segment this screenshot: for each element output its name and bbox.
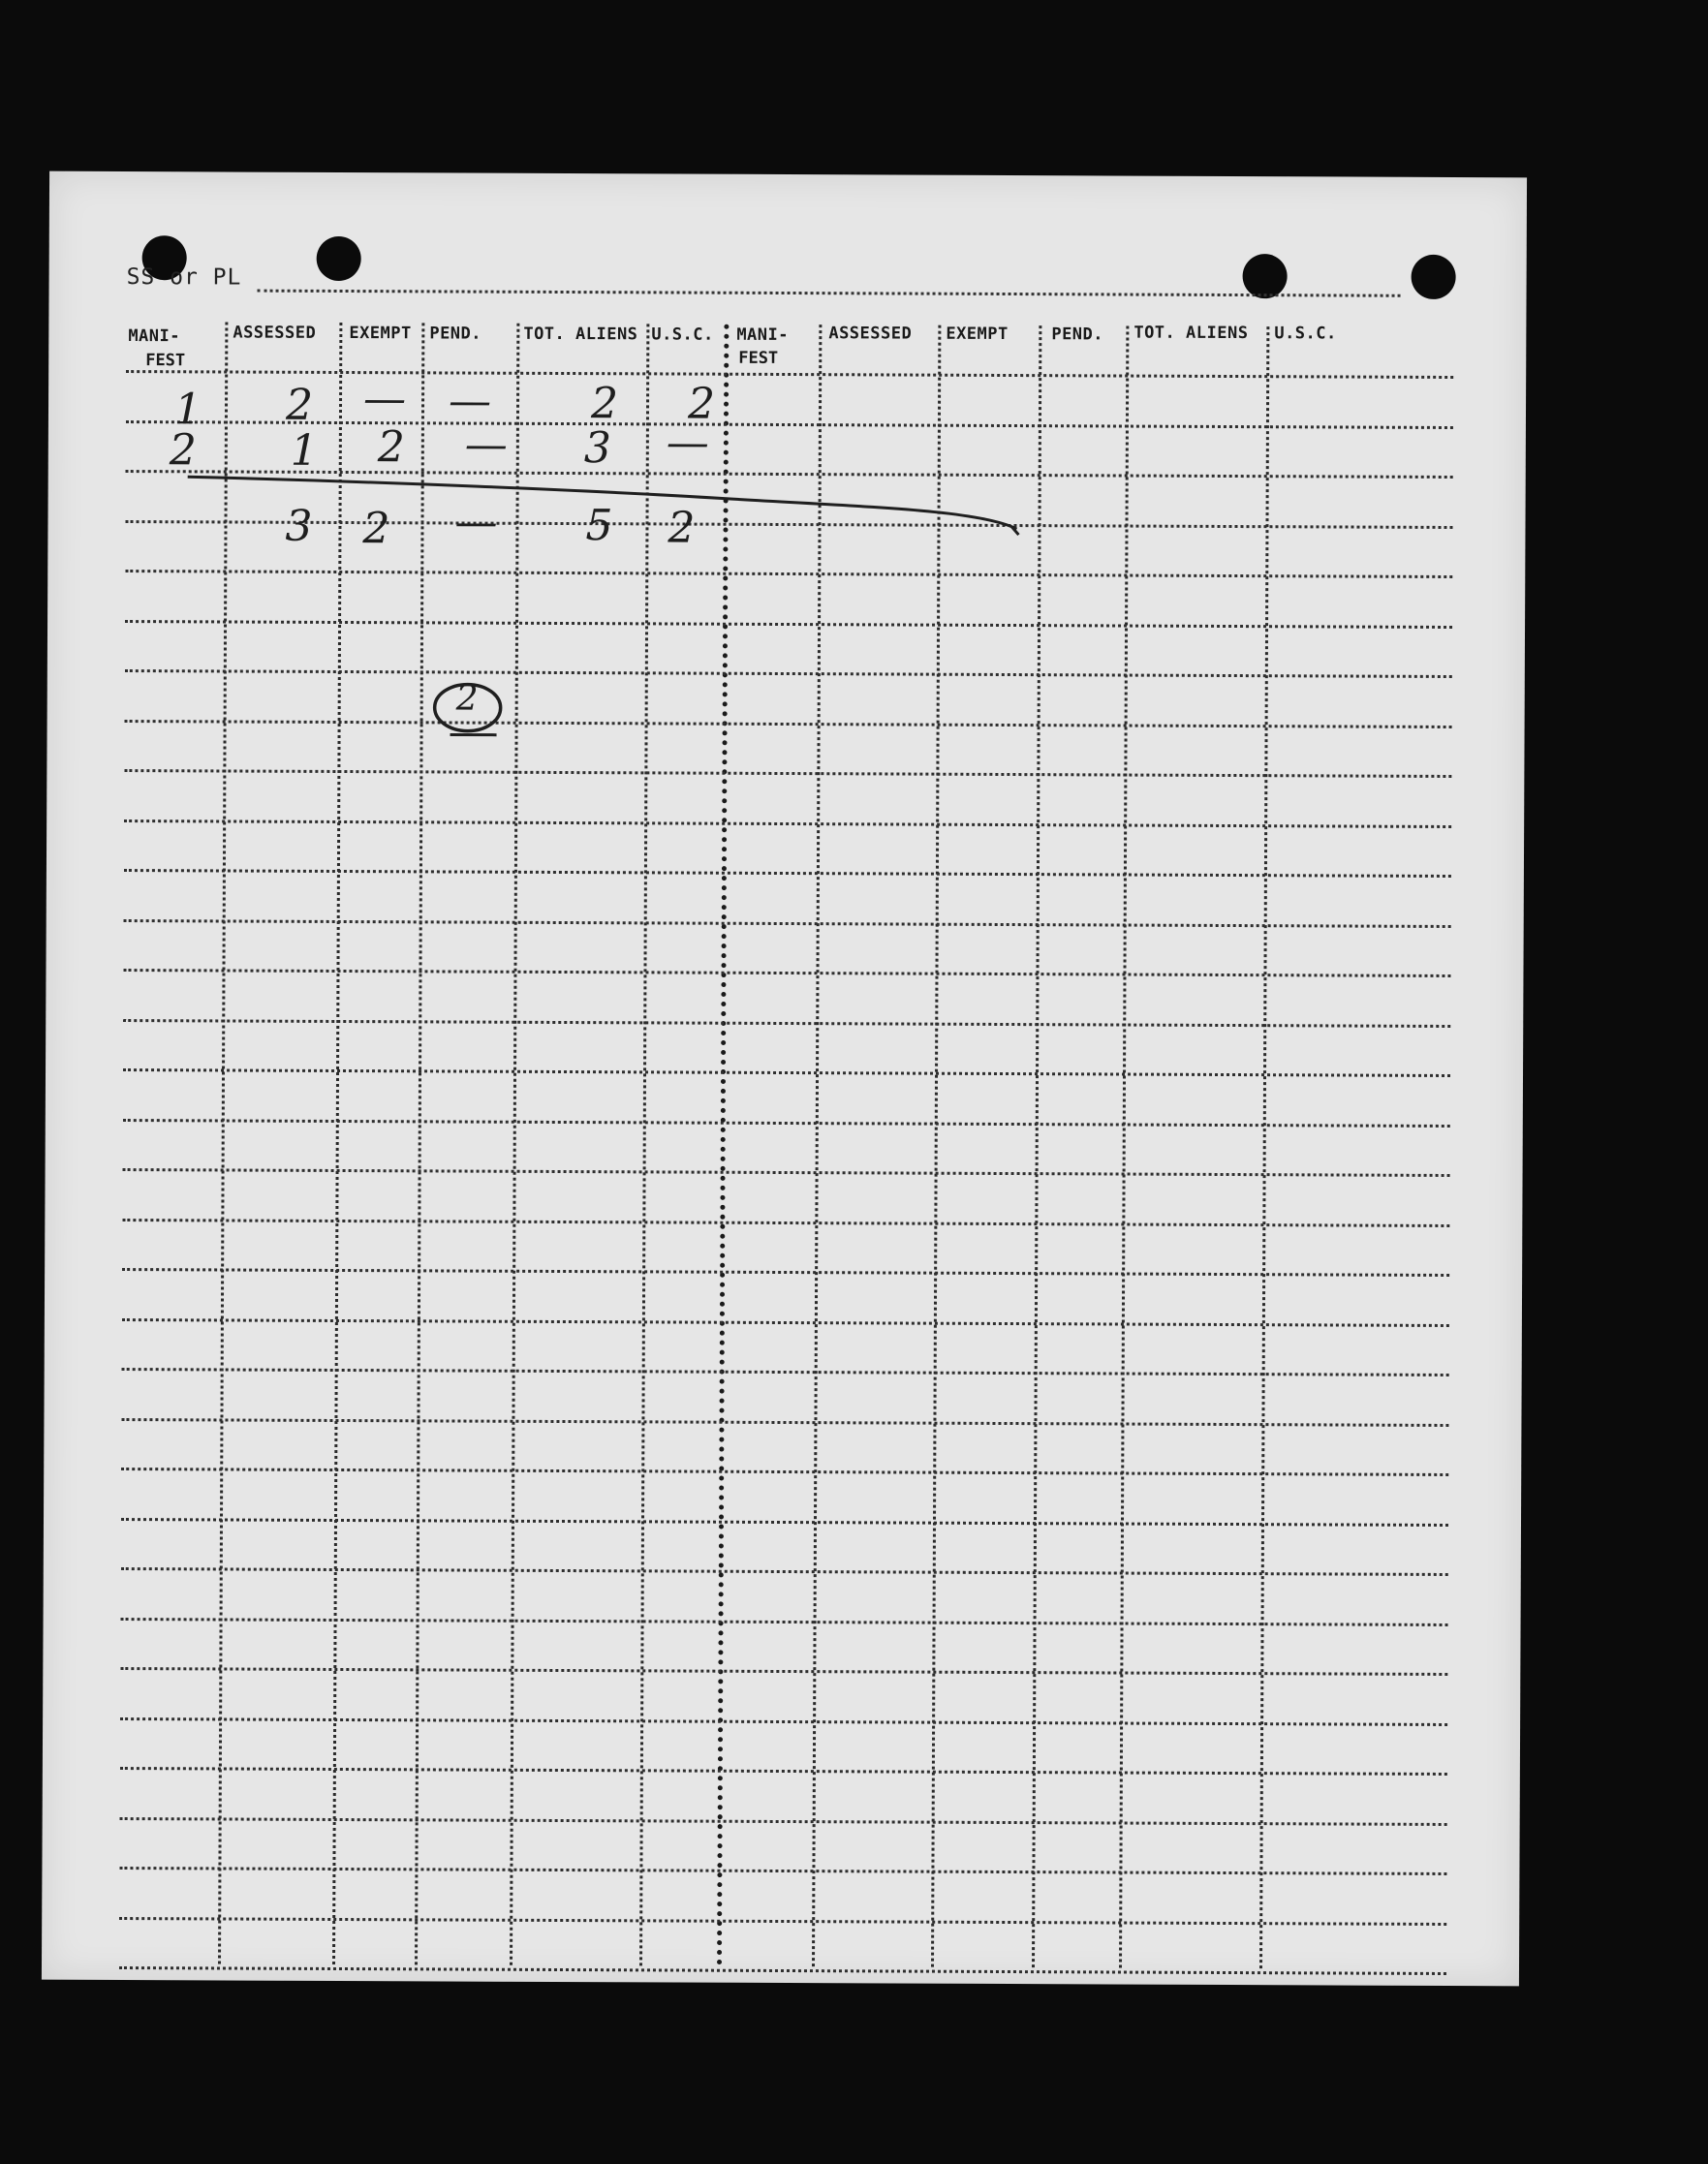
header-usc-right: U.S.C. xyxy=(1274,324,1337,344)
handwritten-manifest-2: 2 xyxy=(169,425,197,476)
scan-border-bottom xyxy=(0,1995,1708,2164)
form-row-line xyxy=(121,1518,1448,1527)
form-rows xyxy=(49,171,1527,178)
handwritten-tot-aliens-1: 2 xyxy=(590,379,619,429)
header-pend-right: PEND. xyxy=(1051,325,1104,345)
handwritten-exempt-2: 2 xyxy=(377,422,405,473)
header-assessed-right: ASSESSED xyxy=(828,324,913,344)
handwritten-usc-1: 2 xyxy=(687,379,716,429)
header-tot-aliens-left: TOT. ALIENS xyxy=(523,324,638,345)
form-row-line xyxy=(119,1917,1446,1926)
title-fill-line xyxy=(258,290,1401,297)
header-manifest-left-second: FEST xyxy=(145,351,186,371)
handwritten-usc-2: — xyxy=(666,417,709,468)
handwritten-pend-2: — xyxy=(464,419,508,470)
header-exempt-right: EXEMPT xyxy=(946,324,1009,345)
form-row-line xyxy=(120,1667,1447,1676)
header-usc-left: U.S.C. xyxy=(651,325,714,345)
punch-hole-icon xyxy=(1243,254,1288,298)
form-row-line xyxy=(123,1019,1450,1028)
header-pend-left: PEND. xyxy=(429,324,482,344)
handwritten-total-usc: 2 xyxy=(668,503,696,553)
form-row-line xyxy=(122,1318,1449,1327)
form-row-line xyxy=(122,1219,1449,1227)
form-row-line xyxy=(121,1468,1448,1476)
form-row-line xyxy=(124,819,1451,828)
form-row-line xyxy=(121,1418,1448,1427)
form-row-line xyxy=(123,1168,1450,1177)
header-manifest-right-second: FEST xyxy=(738,348,779,368)
punch-hole-icon xyxy=(1412,255,1456,299)
header-manifest-right: MANI- xyxy=(736,325,790,346)
form-row-line xyxy=(119,1867,1446,1875)
handwritten-exempt-1: — xyxy=(362,374,407,424)
form-row-line xyxy=(123,1068,1450,1077)
handwritten-assessed-1: 2 xyxy=(285,380,314,430)
form-row-line xyxy=(121,1567,1448,1576)
form-title: SS or PL xyxy=(126,264,242,291)
form-row-line xyxy=(120,1767,1447,1776)
handwritten-manifest-1: 1 xyxy=(173,385,202,435)
form-row-line xyxy=(120,1717,1447,1726)
form-row-line xyxy=(119,1966,1446,1975)
form-row-line xyxy=(124,869,1451,878)
form-row-line xyxy=(125,570,1452,578)
form-row-line xyxy=(126,370,1453,379)
form-sheet xyxy=(42,171,1527,1987)
form-row-line xyxy=(123,1119,1450,1128)
punch-hole-icon xyxy=(317,236,361,281)
header-manifest-left: MANI- xyxy=(128,326,181,347)
form-row-line xyxy=(121,1618,1448,1626)
form-row-line xyxy=(125,620,1452,629)
circled-count-value: 2 xyxy=(455,678,479,719)
handwritten-total-tot-aliens: 5 xyxy=(585,501,613,551)
handwritten-pend-1: — xyxy=(448,376,492,426)
form-row-line xyxy=(125,669,1452,678)
handwritten-total-exempt: 2 xyxy=(362,504,390,554)
handwritten-assessed-2: 1 xyxy=(290,425,318,476)
form-row-line xyxy=(122,1368,1449,1376)
handwritten-total-pend: — xyxy=(454,497,498,547)
form-row-line xyxy=(124,919,1451,928)
header-exempt-left: EXEMPT xyxy=(349,324,412,344)
form-row-line xyxy=(122,1268,1449,1277)
form-row-line xyxy=(124,769,1451,778)
form-row-line xyxy=(125,720,1452,728)
handwritten-total-assessed: 3 xyxy=(285,501,313,551)
header-tot-aliens-right: TOT. ALIENS xyxy=(1133,323,1249,344)
circled-count xyxy=(435,678,503,738)
form-row-line xyxy=(126,420,1453,429)
header-assessed-left: ASSESSED xyxy=(233,323,317,343)
form-row-line xyxy=(123,969,1450,977)
form-row-line xyxy=(120,1817,1447,1826)
handwritten-tot-aliens-2: 3 xyxy=(583,423,611,474)
